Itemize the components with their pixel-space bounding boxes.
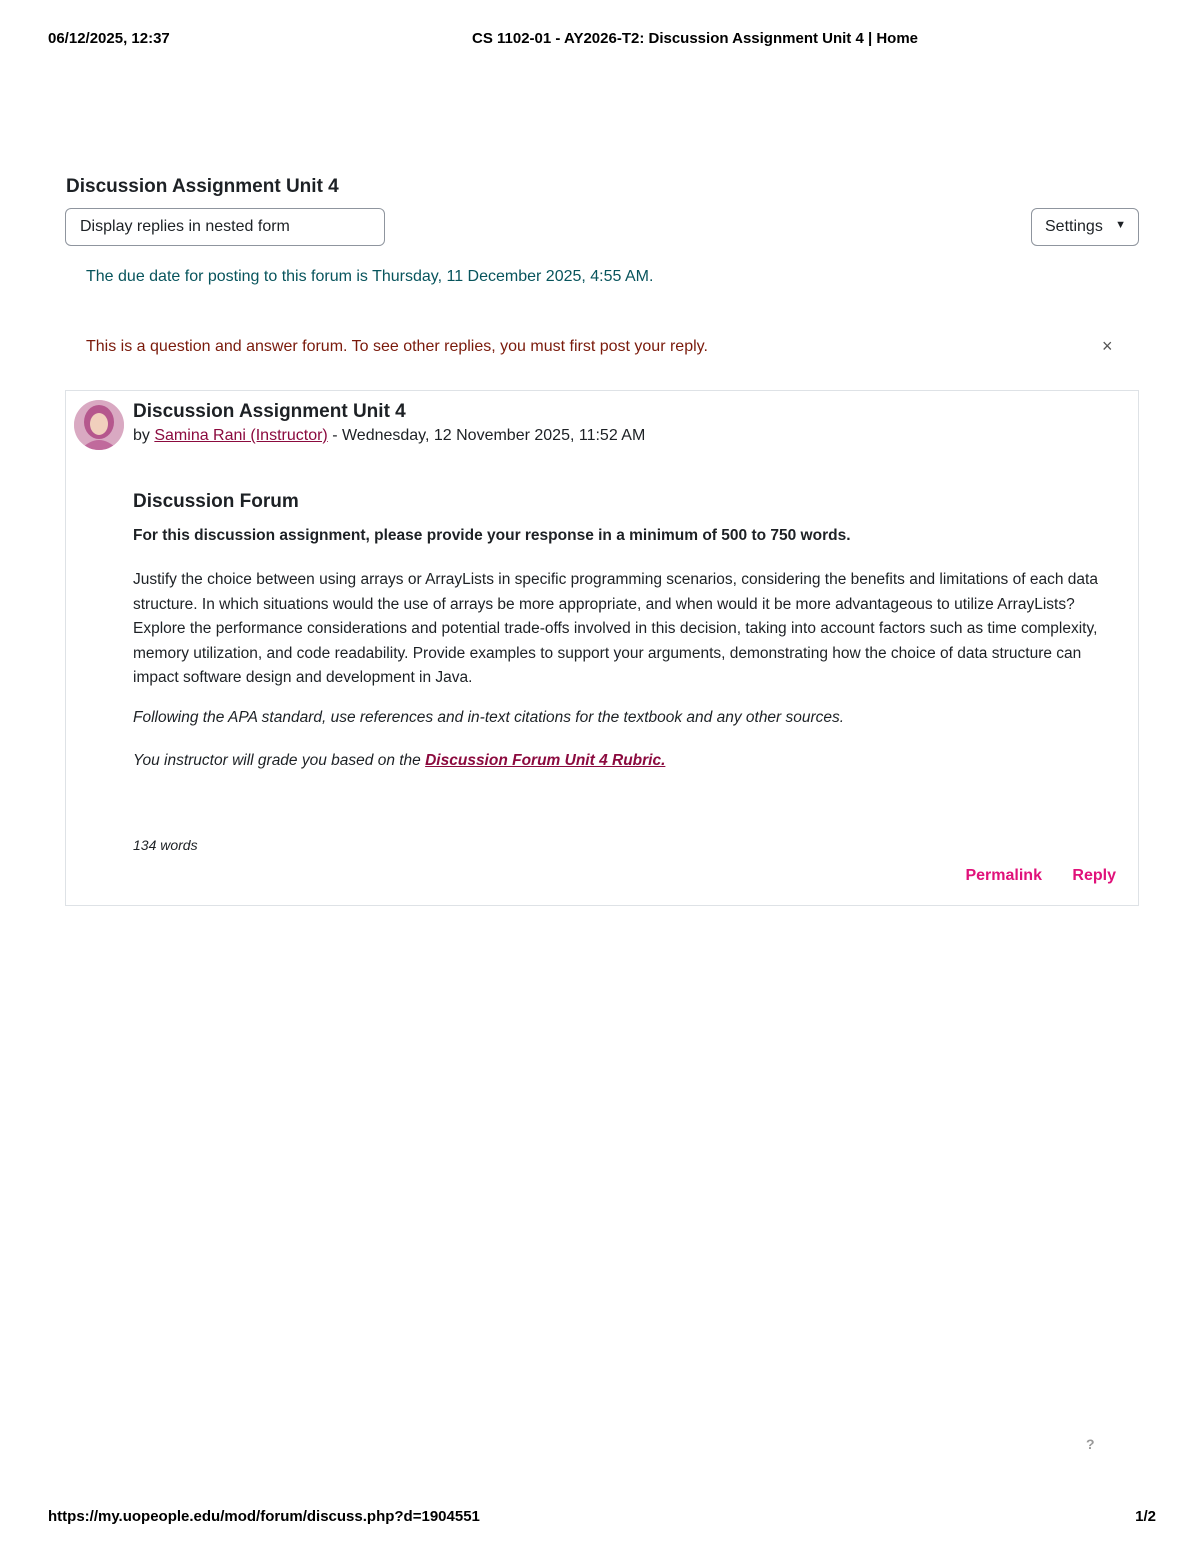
rubric-link[interactable]: Discussion Forum Unit 4 Rubric. (425, 752, 666, 769)
grade-prefix: You instructor will grade you based on the (133, 752, 421, 769)
content-paragraph: Justify the choice between using arrays or ArrayLists in specific programming scenarios, considering the benefits and limitations of each data structure. In which situations would the use of arrays be more appropriate, and when would it be more advantageous to utilize ArrayLists? Explore the performance considerations and potential trade-offs involved in this decision, taking into account factors such as time complexity, memory utilization, and code readability. Provide examples to support your arguments, demonstrating how the choice of data structure can impact software design and development in Java. (133, 571, 1098, 686)
close-icon[interactable]: × (1102, 336, 1113, 356)
settings-label: Settings (1045, 218, 1103, 235)
avatar[interactable] (74, 400, 124, 450)
print-footer (48, 1508, 1156, 1528)
print-title: CS 1102-01 - AY2026-T2: Discussion Assignment Unit 4 | Home (472, 30, 919, 47)
settings-button[interactable] (1031, 208, 1139, 246)
display-mode-select[interactable]: Display replies in nested form (65, 208, 385, 246)
page-title: Discussion Assignment Unit 4 (66, 176, 339, 197)
grade-note (133, 752, 665, 770)
content-instruction: For this discussion assignment, please provide your response in a minimum of 500 to 750 words. (133, 527, 851, 544)
qa-forum-notice: This is a question and answer forum. To see other replies, you must first post your reply. (86, 338, 708, 355)
forum-post (65, 390, 1139, 906)
post-date: - Wednesday, 12 November 2025, 11:52 AM (332, 427, 646, 444)
apa-note: Following the APA standard, use references and in-text citations for the textbook and any other sources. (133, 709, 845, 726)
post-actions (939, 867, 1116, 885)
print-header (48, 30, 1156, 50)
print-datetime: 06/12/2025, 12:37 (48, 30, 170, 47)
word-count: 134 words (133, 837, 198, 853)
content-heading: Discussion Forum (133, 491, 299, 512)
byline-prefix: by (133, 427, 150, 444)
reply-link[interactable]: Reply (1072, 867, 1116, 884)
permalink-link[interactable]: Permalink (965, 867, 1042, 884)
post-byline (133, 427, 645, 445)
post-subject: Discussion Assignment Unit 4 (133, 401, 406, 422)
author-link[interactable]: Samina Rani (Instructor) (154, 427, 328, 444)
print-url: https://my.uopeople.edu/mod/forum/discuss.php?d=1904551 (48, 1508, 480, 1525)
help-icon[interactable]: ? (1086, 1436, 1095, 1452)
chevron-down-icon: ▼ (1115, 219, 1126, 231)
due-date-notice: The due date for posting to this forum is Thursday, 11 December 2025, 4:55 AM. (86, 268, 654, 285)
print-page-number: 1/2 (1135, 1508, 1156, 1525)
